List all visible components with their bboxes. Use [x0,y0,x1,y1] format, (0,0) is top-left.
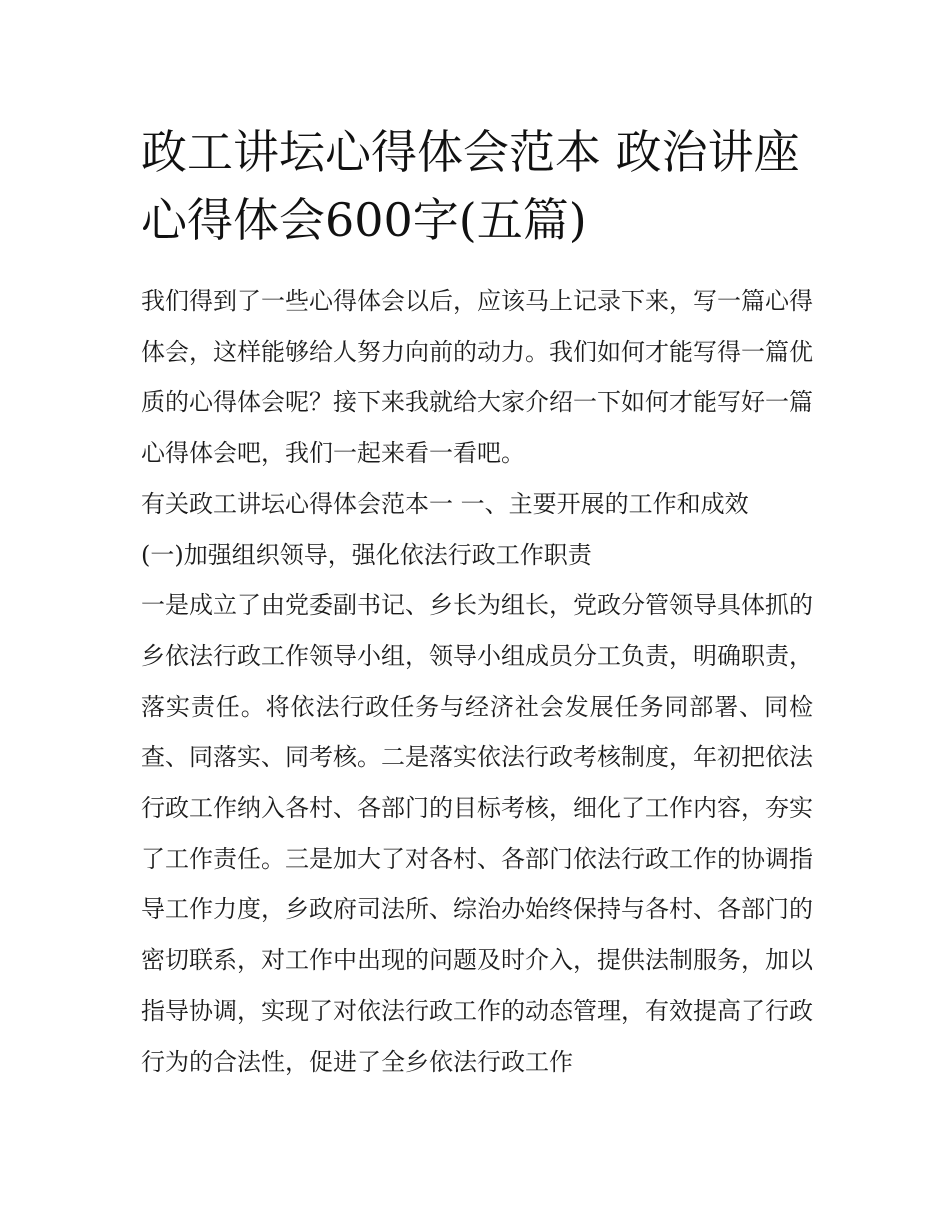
document-title: 政工讲坛心得体会范本 政治讲座心得体会600字(五篇) [141,125,800,247]
section-heading: 有关政工讲坛心得体会范本一 一、主要开展的工作和成效 [141,489,749,518]
intro-paragraph: 我们得到了一些心得体会以后，应该马上记录下来，写一篇心得体会，这样能够给人努力向前的动力。我们如何才能写得一篇优质的心得体会呢？接下来我就给大家介绍一下如何才能写好一篇心得体会吧，我们一起来看一看吧。 [141,287,813,468]
document-content [141,118,813,1087]
subsection-heading: (一)加强组织领导，强化依法行政工作职责 [141,540,592,569]
body-paragraph: 一是成立了由党委副书记、乡长为组长，党政分管领导具体抓的乡依法行政工作领导小组，领导小组成员分工负责，明确职责，落实责任。将依法行政任务与经济社会发展任务同部署、同检查、同落实、同考核。二是落实依法行政考核制度，年初把依法行政工作纳入各村、各部门的目标考核，细化了工作内容，夯实了工作责任。三是加大了对各村、各部门依法行政工作的协调指导工作力度，乡政府司法所、综治办始终保持与各村、各部门的密切联系，对工作中出现的问题及时介入，提供法制服务，加以指导协调，实现了对依法行政工作的动态管理，有效提高了行政行为的合法性，促进了全乡依法行政工作 [141,591,813,1076]
